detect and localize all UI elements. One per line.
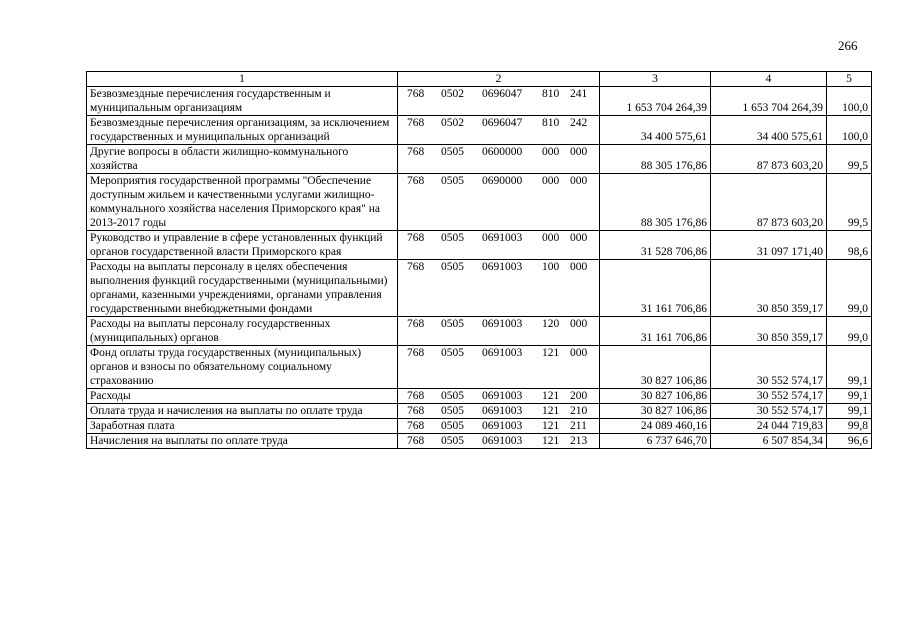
code-part-4: 121: [542, 435, 560, 447]
row-codes: [398, 434, 600, 449]
value-col-4: 30 552 574,17: [711, 389, 827, 404]
table-row: [87, 389, 872, 404]
table-row: [87, 404, 872, 419]
table-row: [87, 317, 872, 346]
row-codes: [398, 87, 600, 116]
value-col-3: 88 305 176,86: [600, 145, 711, 174]
row-name: Расходы: [87, 389, 398, 404]
row-name: Другие вопросы в области жилищно-коммунального хозяйства: [87, 145, 398, 174]
code-part-1: 768: [407, 117, 425, 129]
value-col-4: 34 400 575,61: [711, 116, 827, 145]
code-part-5: 200: [570, 390, 588, 402]
code-part-3: 0690000: [482, 175, 523, 187]
row-codes: [398, 346, 600, 389]
row-name: Мероприятия государственной программы "Обеспечение доступным жильем и качественными услугами жилищно-коммунального хозяйства населения Приморского края" на 2013-2017 годы: [87, 174, 398, 231]
code-part-2: 0505: [441, 420, 464, 432]
code-part-4: 000: [542, 146, 560, 158]
value-col-4: 30 850 359,17: [711, 317, 827, 346]
percent-col-5: 99,8: [827, 419, 872, 434]
row-name: Фонд оплаты труда государственных (муниципальных) органов и взносы по обязательному социальному страхованию: [87, 346, 398, 389]
row-codes: [398, 116, 600, 145]
code-part-3: 0696047: [482, 88, 523, 100]
value-col-4: 31 097 171,40: [711, 231, 827, 260]
budget-table: [86, 71, 872, 449]
code-part-2: 0505: [441, 261, 464, 273]
value-col-3: 31 161 706,86: [600, 317, 711, 346]
code-part-4: 000: [542, 232, 560, 244]
col-header-3: 3: [600, 72, 711, 87]
code-part-2: 0505: [441, 318, 464, 330]
code-part-1: 768: [407, 318, 425, 330]
row-name: Оплата труда и начисления на выплаты по оплате труда: [87, 404, 398, 419]
col-header-5: 5: [827, 72, 872, 87]
percent-col-5: 99,5: [827, 145, 872, 174]
row-codes: [398, 317, 600, 346]
code-part-4: 000: [542, 175, 560, 187]
row-name: Безвозмездные перечисления государственным и муниципальным организациям: [87, 87, 398, 116]
row-name: Расходы на выплаты персоналу государственных (муниципальных) органов: [87, 317, 398, 346]
code-part-1: 768: [407, 390, 425, 402]
code-part-1: 768: [407, 347, 425, 359]
percent-col-5: 96,6: [827, 434, 872, 449]
code-part-5: 211: [570, 420, 587, 432]
code-part-3: 0691003: [482, 232, 523, 244]
code-part-2: 0505: [441, 390, 464, 402]
code-part-3: 0691003: [482, 435, 523, 447]
percent-col-5: 99,1: [827, 389, 872, 404]
code-part-5: 000: [570, 261, 588, 273]
table-row: [87, 87, 872, 116]
code-part-5: 000: [570, 146, 588, 158]
value-col-3: 6 737 646,70: [600, 434, 711, 449]
code-part-5: 213: [570, 435, 588, 447]
code-part-1: 768: [407, 88, 425, 100]
code-part-2: 0502: [441, 117, 464, 129]
table-header-row: [87, 72, 872, 87]
row-codes: [398, 231, 600, 260]
value-col-3: 30 827 106,86: [600, 346, 711, 389]
row-codes: [398, 260, 600, 317]
table-row: [87, 346, 872, 389]
code-part-3: 0691003: [482, 390, 523, 402]
code-part-1: 768: [407, 420, 425, 432]
table-row: [87, 145, 872, 174]
code-part-3: 0691003: [482, 261, 523, 273]
value-col-3: 30 827 106,86: [600, 404, 711, 419]
row-codes: [398, 145, 600, 174]
code-part-1: 768: [407, 175, 425, 187]
code-part-2: 0505: [441, 435, 464, 447]
code-part-4: 121: [542, 390, 560, 402]
code-part-2: 0505: [441, 232, 464, 244]
percent-col-5: 99,0: [827, 260, 872, 317]
code-part-4: 100: [542, 261, 560, 273]
percent-col-5: 98,6: [827, 231, 872, 260]
code-part-4: 121: [542, 405, 560, 417]
code-part-2: 0505: [441, 347, 464, 359]
code-part-5: 210: [570, 405, 588, 417]
row-name: Начисления на выплаты по оплате труда: [87, 434, 398, 449]
code-part-2: 0505: [441, 146, 464, 158]
table-row: [87, 116, 872, 145]
code-part-3: 0600000: [482, 146, 523, 158]
code-part-5: 000: [570, 347, 588, 359]
value-col-4: 30 552 574,17: [711, 346, 827, 389]
col-header-1: 1: [87, 72, 398, 87]
row-codes: [398, 404, 600, 419]
code-part-2: 0502: [441, 88, 464, 100]
percent-col-5: 100,0: [827, 87, 872, 116]
col-header-2: 2: [398, 72, 600, 87]
row-codes: [398, 419, 600, 434]
row-codes: [398, 389, 600, 404]
code-part-4: 121: [542, 347, 560, 359]
code-part-3: 0691003: [482, 347, 523, 359]
value-col-4: 6 507 854,34: [711, 434, 827, 449]
code-part-4: 810: [542, 117, 560, 129]
row-name: Безвозмездные перечисления организациям, за исключением государственных и муниципальных организаций: [87, 116, 398, 145]
code-part-5: 241: [570, 88, 588, 100]
code-part-2: 0505: [441, 405, 464, 417]
percent-col-5: 99,0: [827, 317, 872, 346]
value-col-3: 30 827 106,86: [600, 389, 711, 404]
value-col-4: 30 850 359,17: [711, 260, 827, 317]
code-part-4: 120: [542, 318, 560, 330]
row-codes: [398, 174, 600, 231]
code-part-1: 768: [407, 261, 425, 273]
code-part-3: 0691003: [482, 420, 523, 432]
table-row: [87, 231, 872, 260]
code-part-3: 0691003: [482, 405, 523, 417]
value-col-3: 31 161 706,86: [600, 260, 711, 317]
code-part-2: 0505: [441, 175, 464, 187]
row-name: Заработная плата: [87, 419, 398, 434]
value-col-4: 1 653 704 264,39: [711, 87, 827, 116]
value-col-4: 87 873 603,20: [711, 174, 827, 231]
percent-col-5: 99,1: [827, 404, 872, 419]
row-name: Расходы на выплаты персоналу в целях обеспечения выполнения функций государственными (муниципальными) органами, казенными учреждениями, органами управления государственными внебюджетными фондами: [87, 260, 398, 317]
code-part-5: 000: [570, 232, 588, 244]
value-col-3: 1 653 704 264,39: [600, 87, 711, 116]
code-part-1: 768: [407, 146, 425, 158]
percent-col-5: 99,5: [827, 174, 872, 231]
code-part-5: 000: [570, 175, 588, 187]
code-part-3: 0696047: [482, 117, 523, 129]
code-part-4: 810: [542, 88, 560, 100]
code-part-3: 0691003: [482, 318, 523, 330]
value-col-3: 34 400 575,61: [600, 116, 711, 145]
table-row: [87, 434, 872, 449]
col-header-4: 4: [711, 72, 827, 87]
value-col-3: 31 528 706,86: [600, 231, 711, 260]
code-part-1: 768: [407, 405, 425, 417]
value-col-3: 88 305 176,86: [600, 174, 711, 231]
row-name: Руководство и управление в сфере установленных функций органов государственной власти Приморского края: [87, 231, 398, 260]
value-col-4: 30 552 574,17: [711, 404, 827, 419]
percent-col-5: 99,1: [827, 346, 872, 389]
table-row: [87, 419, 872, 434]
value-col-3: 24 089 460,16: [600, 419, 711, 434]
table-row: [87, 260, 872, 317]
page-number: 266: [838, 38, 858, 53]
code-part-5: 000: [570, 318, 588, 330]
value-col-4: 24 044 719,83: [711, 419, 827, 434]
code-part-4: 121: [542, 420, 560, 432]
percent-col-5: 100,0: [827, 116, 872, 145]
code-part-1: 768: [407, 435, 425, 447]
table-row: [87, 174, 872, 231]
code-part-1: 768: [407, 232, 425, 244]
code-part-5: 242: [570, 117, 588, 129]
value-col-4: 87 873 603,20: [711, 145, 827, 174]
